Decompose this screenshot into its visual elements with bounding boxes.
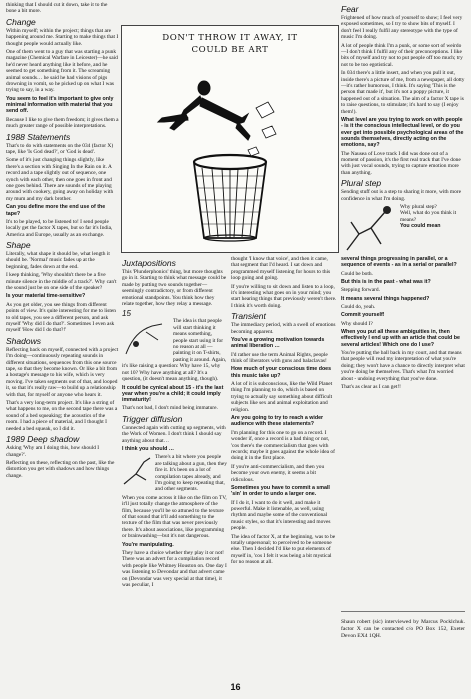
paragraph: That's a very long-term project. It's like a string of what happens to me, on the second tape there was a sound of a bed squeaking; the acoustics of the room. I had a piece of material, and I thought I needed a bed squeak, so I did it. — [6, 400, 118, 432]
heading-shadows: Shadows — [6, 335, 41, 346]
plural-step-figure-icon — [341, 204, 397, 254]
left-column — [6, 2, 119, 692]
paragraph: The immediacy period, with a swell of emotions becoming apparent. — [231, 322, 336, 335]
paragraph: It's to be played, to be listened to! I send people locally get the factor X tapes, but so far it's India, America and Europe, usually as an exchange. — [6, 218, 113, 238]
paragraph: I keep thinking, 'Why shouldn't there be a five minute silence in the middle of a track?'. Why can't the sound just be on one side of the speaker? — [6, 272, 117, 292]
question: You're manipulating. — [122, 541, 174, 548]
question: several things progressing in parallel, or a sequence of events - as in a serial or parallel? — [341, 256, 457, 269]
paragraph: One of them went to a guy that was starting a punk magazine (Chemical Warfare in Leicester)—he said he'd never heard anything like it before, and he seemed to get something from it. The screaming animal sounds… he said he had visions of pigs drowning in vomit, so he picked up on what I was trying to say, in a way. — [6, 49, 118, 94]
gun-sketch-icon — [122, 454, 152, 490]
heading-juxtapositions: Juxtapositions — [122, 258, 176, 268]
paragraph: Why should I? — [341, 320, 373, 327]
paragraph: Why plural step? — [400, 204, 437, 211]
paragraph: You're putting the ball back in my court, and that means that people will read my interpretation of what you're doing; they won't have a chance to directly interpret what you're doing be themselves. That's what I'm worried about - undoing everything that you've done. — [341, 350, 465, 382]
paragraph: Asking 'Why am I doing this, how should I change?'. — [6, 445, 100, 458]
question: I think you should … — [122, 446, 175, 453]
question: Commit yourself! — [341, 312, 385, 319]
paragraph: The Nausea of Love track I did was done out of a moment of passion, it's the first real track that I've done with just vocal sounds, trying to capture emotion more than anything. — [341, 150, 461, 176]
box-title-line-2: COULD BE ART — [191, 45, 269, 55]
paragraph: The idea is that people will start thinking it means something, people start using it for no reason at all — painting it on T-shirts, pasting it around. Again, it's like raising a question: Why have 15, why not 10? Why have anything at all? It's a question, (it doesn't mean anything, though). — [122, 318, 227, 383]
paragraph: They have a choice whether they play it or not! There was an advert for a compilation record with people like Whitney Houston on. One day I was listening to Devondar and that advert came on (Devondar was very special at that time), it was peculiar, I — [122, 549, 227, 588]
paragraph: That's to do with statements on the 034 (factor X) tape, like 'Is God dead?', or 'God is dead'. — [6, 142, 114, 155]
paragraph: Some of it's just changing things slightly, like there's a section with Singing In the Rain on it. A record and a tape slightly out of sequence, one synch with each other, then one goes in front and one goes behind. There are sounds of me playing around with cookery, going away on holiday with my mum and my dark brother. — [6, 157, 114, 202]
credit-divider — [341, 611, 465, 612]
paragraph: Literally, what shape it should be, what length it should be. 'Normal' music fades up at the beginning, fades down at the end. — [6, 251, 110, 270]
credit-text: Shaun robert (sic) interviewed by Marcus Pocklchuk. factor X can be contacted c/o PO Box 152, Exeter Devon EX4 1QH. — [341, 619, 465, 639]
paragraph: Frightened of how much of yourself to show; I feel very exposed sometimes, so I try to show bits of myself. I don't feel I really fulfil any stereotype with the type of music I'm doing. — [341, 15, 463, 41]
paragraph: If you're willing to sit down and listen to a loop, it's interesting what goes on in your mind; you start hearing things that previously weren't there. I think it's worth doing. — [231, 283, 337, 309]
heading-shape: Shape — [6, 240, 31, 251]
paragraph: Reflecting on these, reflecting on the past, like the distortion you get with shadows and how things change. — [6, 459, 115, 479]
paragraph: The idea of factor X, at the beginning, was to be totally unpersonal; to perceived to be someone else. Then I decided I'd like to put elements of myself in, 'cos I felt it was being a bit mystical for no reason at all. — [231, 533, 336, 566]
right-column — [341, 2, 465, 608]
paragraph: There's a bit where you people are talking about a gun, then they fire it. It's been on a lot of compilation tapes already, and I'm going to keep repeating that, and other segments. — [155, 454, 227, 493]
paragraph: Within myself; within the project; things that are happening around me. Starting to make things that I thought people would actually like. — [6, 27, 119, 47]
paragraph: I'm planning for this one to go on a record. I wonder if, once a record is a bad thing or not, 'cos there's the commercialism that goes with records; maybe it goes against the whole idea of doing it in the first place. — [231, 429, 335, 462]
question: What level are you trying to work on with people - is it the conscious intellectual level, or do you ever get into possible psychological areas of the sounds themselves, directly acting on the emotions, say? — [341, 117, 464, 149]
paragraph: Reflecting back on myself, connected with a project I'm doing—continuously repeating sounds in different situations, sequences from this one source tape, so that they become known. Or like a bit from a hostage's message to his wife, which is very moving. I've taken segments out of that, and looped it, so that it's really raw—to build up a relationship with that, for myself or anyone who hears it. — [6, 346, 119, 398]
figure-number: 15 — [122, 309, 131, 319]
paragraph: Because I like to give them freedom; it gives them a much greater range of possible interpretations. — [6, 116, 119, 130]
paragraph: Could be both. — [341, 270, 373, 277]
middle-column-2 — [231, 256, 337, 692]
paragraph: If I do it, I want to do it well, and make it powerful. Make it listenable, as well, using rhythm and maybe some of the conventional music styles, so that it's interesting and moves people. — [231, 499, 331, 532]
intro-text: thinking that I should cut it down, take it to the bone a bit more. — [6, 2, 108, 15]
heading-transient: Transient — [231, 311, 266, 322]
paragraph: If you're anti-commercialism, and then you become your own enemy, it seems a bit ridiculous. — [231, 463, 325, 483]
question: Sometimes you have to commit a small 'sin' in order to undo a larger one. — [231, 484, 330, 498]
question: You've a growing motivation towards animal liberation … — [231, 337, 325, 350]
middle-column-1 — [122, 256, 227, 692]
paragraph: That's as clear as I can get!! — [341, 384, 401, 391]
heading-deep-shadow: 1989 Deep shadow — [6, 434, 80, 445]
question: Is your material time-sensitive? — [6, 293, 86, 300]
question: When you put all these ambiguities in, then effectively I end up with an article that could be several articles! Which one do I use? — [341, 329, 460, 348]
paragraph: In 034 there's a little insert, and when you pull it out, inside there's a picture of me, from a newspaper, all dotty—it's rather humorous, I think. It's saying 'This is the person that made it', but it's not a poppy picture, it happened out of a situation. The aim of a factor X tape is to raise questions, to stimulate; it's hard to say (I enjoy them!). — [341, 70, 465, 115]
heading-plural-step: Plural step — [341, 178, 382, 189]
question: But this is in the past - what was it? — [341, 279, 431, 286]
paragraph: Connected again with cutting up segments, with the Work of Women. I don't think I should say anything about that… — [122, 424, 226, 444]
heading-change: Change — [6, 16, 36, 27]
paragraph: Well, what do you think it means? — [400, 210, 457, 223]
question: You seem to feel it's important to give only minimal information with material that you send off. — [6, 95, 114, 115]
heading-trigger-diffusion: Trigger diffusion — [122, 413, 183, 424]
question: It means several things happened? — [341, 295, 430, 302]
illustration-box — [121, 25, 339, 253]
paragraph: As you get older, you see things from different points of view. It's quite interesting for me to listen to old tapes, you see a different person, and ask myself 'Why did I do that?'. Sometimes I even ask myself 'How did I do that?!' — [6, 301, 116, 334]
question: How much of your conscious time does this music take up? — [231, 366, 332, 379]
question: You could mean — [400, 223, 441, 230]
paragraph: A lot of it is subconscious, like the Wild Planet thing I'm planning to do, which is based on trying to actually say something about difficult subjects like sex and animal exploitation and religion. — [231, 381, 333, 413]
paragraph: thought 'I know that voice', and then it came, that segment that I'd heard. I sat down and programmed myself listening for hours to this loop going and going. — [231, 256, 331, 282]
question: Can you define more the end use of the tape? — [6, 204, 106, 217]
figure-15-sketch-icon — [122, 318, 170, 358]
paragraph: I'd rather use the term Animal Rights, people think of liberators with guns and balaclavas! — [231, 351, 328, 365]
question: Are you going to try to reach a wider audience with these statements? — [231, 415, 324, 428]
paragraph: Sending stuff out is a step to sharing it more, with more confidence in what I'm doing. — [341, 189, 461, 202]
paragraph: A lot of people think I'm a punk, or some sort of weirdo—I don't think I fulfil any of their preconceptions. I like bits of myself and try not to put people off too much; try not to be too egotistical. — [341, 42, 463, 68]
paragraph: Stepping forward. — [341, 287, 380, 294]
heading-fear: Fear — [341, 4, 359, 14]
waste-bin-figure-icon — [122, 26, 338, 252]
paragraph: Could do, yeah. — [341, 304, 376, 311]
question: It could be cynical about 15 - it's the last year when you're a child; it could imply immaturity! — [122, 384, 224, 404]
page-number: 16 — [230, 682, 241, 692]
box-title-line-1: DON'T THROW IT AWAY, IT — [162, 33, 298, 43]
paragraph: When you come across it like on the film on TV, it'll just totally change the atmosphere of the film, because you'll be so attuned to the texture of that sound that it'll add something to the texture of the film that was never previously there. It's about associations, like programming or brainwashing—but it's not dangerous. — [122, 494, 227, 540]
heading-statements: 1988 Statements — [6, 131, 71, 142]
paragraph: That's not bad, I don't mind being immature. — [122, 405, 218, 412]
paragraph: This 'Plunderphonics' thing, but more thoughts go in it. Starting to think what message could be made by putting two sounds together—seemingly contradictory, or from different emotional standpoints. You think how they relate together, how they relay a message. — [122, 269, 227, 308]
